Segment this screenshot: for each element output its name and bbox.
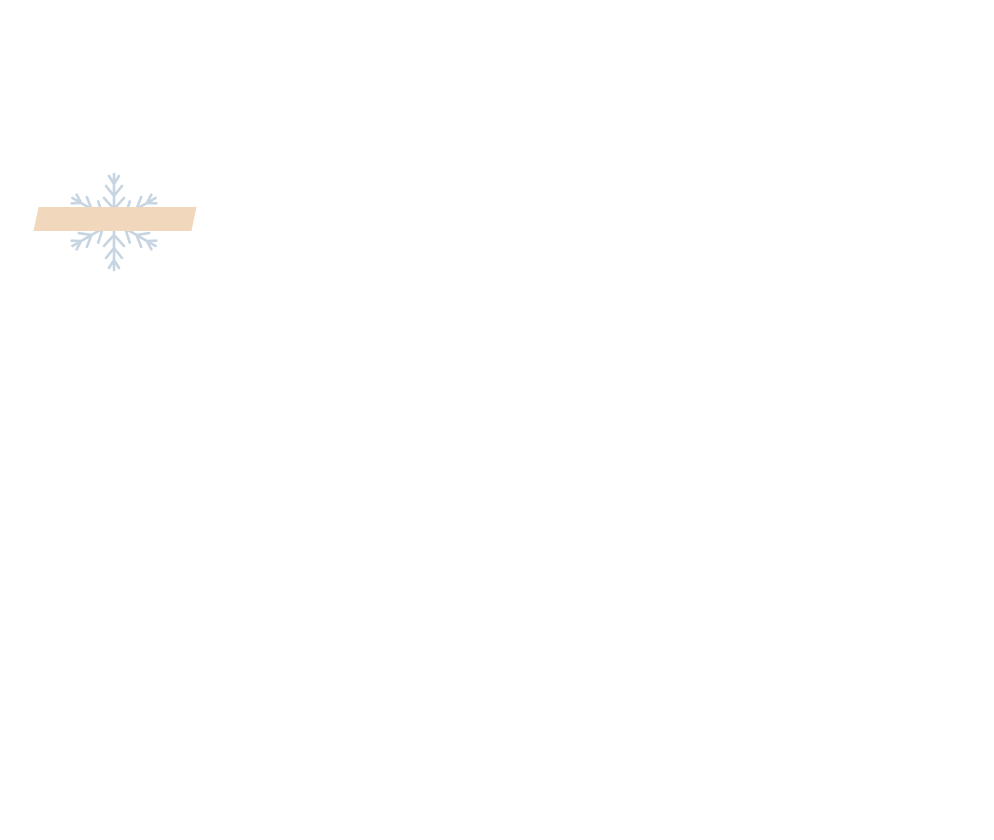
sky-cover-line [443,40,448,58]
layer-row-5 [0,279,994,297]
header-observer-column [192,4,197,58]
wind-line [443,76,448,94]
header-location-column [12,4,17,58]
specifics-line [12,40,17,58]
stability-test-annotation [729,195,736,210]
layer-row-1 [0,157,994,175]
elevation-line [12,4,17,22]
layer-row-6 [0,532,994,550]
slope-angle-line [192,22,197,40]
aspect-line [12,22,17,40]
precip-line [443,58,448,76]
coord-line [192,4,197,22]
layer-row-4 [0,223,994,241]
layer-notes-block [688,4,714,37]
layer-row-3 [0,200,994,218]
hs-line [625,4,628,22]
wind-loading-line [192,40,197,58]
air-temp-line [443,22,448,40]
layer-notes-title [688,4,714,22]
header-weather-column [443,4,448,94]
stability-line [443,4,448,22]
layer-note-item [688,22,714,37]
layer-row-2 [0,178,994,196]
